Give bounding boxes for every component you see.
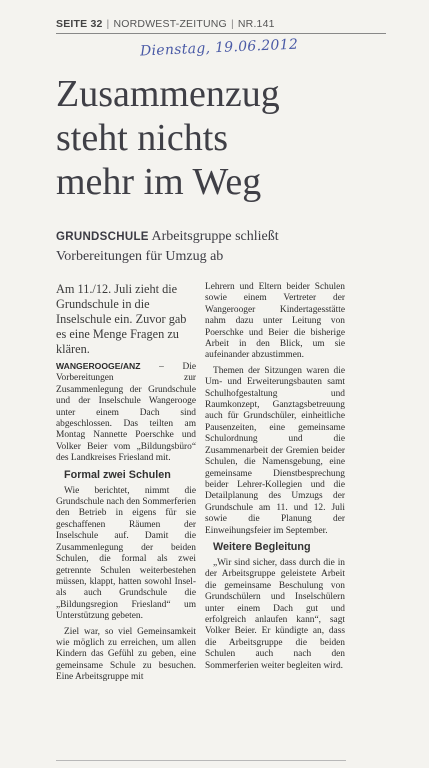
article-column-left — [56, 282, 196, 688]
paragraph: Ziel war, so viel Gemeinsamkeit wie möglich zu erreichen, um allen Kindern das Gefühl zu geben, eine gemeinsame Schule zu besuchen. Eine Arbeitsgruppe mit — [56, 626, 196, 683]
article-column-right — [205, 282, 345, 676]
section-heading: Weitere Begleitung — [213, 540, 311, 553]
paragraph: Wie berichtet, nimmt die Grundschule nach den Sommerferien den Betrieb in eigens für sie geschaffenen Räumen der Inselschule auf. Damit die Zusammenlegung der beiden Schulen, die formal als zwei getrennte Schulen weiterbestehen müssen, klappt, hatten sowohl Insel- als auch Grundschule die „Bildungsregion Friesland“ um Unterstützung gebeten. — [56, 485, 196, 622]
headline — [56, 72, 356, 204]
paragraph — [56, 361, 196, 465]
paragraph: Themen der Sitzungen waren die Um- und Erweiterungsbauten samt Schulhofgestaltung und Raumkonzept, Ganztagsbetreuung auch für Grundschüler, einheitliche Pausenzeiten, eine gemeinsame Schulordnung und die Zusammenarbeit der Gremien beider Schulen, die Namensgebung, eine gemeinsame Dienstbesprechung beider Lehrer-Kollegien und die Detailplanung des Umzugs der Grundschule am 11. und 12. Juli sowie die Planung der Einweihungsfeier im September. — [205, 365, 345, 536]
kicker-keyword: GRUNDSCHULE — [56, 231, 149, 243]
masthead-separator: | — [106, 18, 110, 30]
paragraph-text: – Die Vorbereitungen zur Zusammenlegung der Grundschule und der Inselschule Wangerooge unter einem Dach sind abgeschlossen. Das teilten am Montag Nannette Poerschke und Volker Beier vom „Bildungsbüro“ des Landkreises Friesland mit. — [56, 362, 196, 464]
issue-number: NR.141 — [237, 18, 275, 30]
dateline: WANGEROOGE/ANZ — [56, 361, 141, 371]
headline-line-1: Zusammenzug — [56, 73, 280, 115]
headline-line-3: mehr im Weg — [56, 161, 262, 203]
headline-line-2: steht nichts — [56, 117, 229, 159]
newspaper-name: NORDWEST-ZEITUNG — [113, 18, 227, 30]
kicker-text-2: Vorbereitungen für Umzug ab — [56, 249, 224, 264]
bottom-rule — [56, 760, 346, 761]
paragraph: „Wir sind sicher, dass durch die in der Arbeitsgruppe geleistete Arbeit die gemeinsame Beschulung von Grundschülern und Inselschülern unter einem Dach gut und erfolgreich anlaufen kann“, sagt Volker Beier. Er kündigte an, dass die Arbeitsgruppe die beiden Schulen auch nach den Sommerferien weiter begleiten wird. — [205, 557, 345, 671]
page-number: SEITE 32 — [56, 18, 103, 30]
article-intro: Am 11./12. Juli zieht die Grundschule in die Inselschule ein. Zuvor gab es eine Menge Fragen zu klären. — [56, 282, 187, 356]
masthead-separator: | — [230, 18, 234, 30]
header-rule — [56, 33, 386, 34]
kicker-text-1: Arbeitsgruppe schließt — [151, 229, 279, 244]
paragraph: Lehrern und Eltern beider Schulen sowie einem Vertreter der Wangerooger Kindertagesstätte nahm dazu unter Leitung von Poerschke und Beier die bisherige Arbeit in den Blick, um sie aufeinander abzustimmen. — [205, 282, 345, 361]
section-heading: Formal zwei Schulen — [64, 468, 171, 481]
handwritten-date: Dienstag, 19.06.2012 — [139, 36, 299, 60]
masthead — [56, 18, 386, 30]
subheadline — [56, 227, 376, 267]
